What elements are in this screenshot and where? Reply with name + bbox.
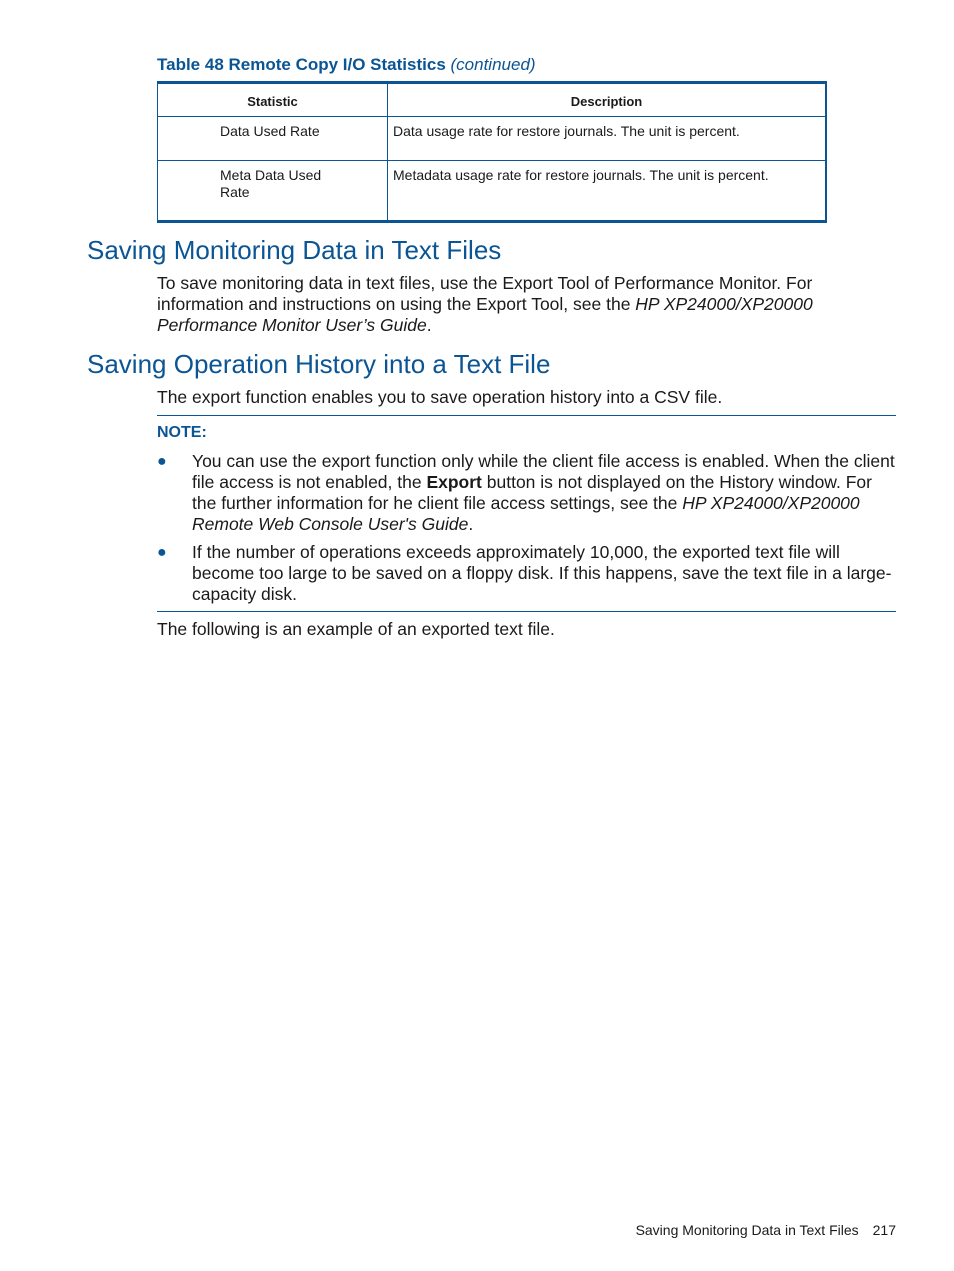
table-caption-continued: (continued) [450,55,536,74]
list-item-text [192,451,897,535]
list-item [157,542,897,605]
monitoring-text-end: . [426,315,432,335]
bullet1-text-end: . [468,514,474,534]
list-item [157,451,897,535]
footer-section-title: Saving Monitoring Data in Text Files [635,1222,859,1238]
rwc-guide-title: HP XP24000/XP20000 Remote Web Console User's Guide [192,493,860,534]
section-heading-history: Saving Operation History into a Text File [87,349,551,379]
following-paragraph: The following is an example of an exported text file. [157,619,555,639]
table-caption [157,55,536,75]
column-header-statistic: Statistic [158,84,388,116]
monitor-guide-title: HP XP24000/XP20000 Performance Monitor User’s Guide [157,294,813,335]
bullet1-text-middle: button is not displayed on the History window. For the further information for he client file access settings, see the [192,472,872,513]
table-header-row [158,84,825,117]
history-intro: The export function enables you to save operation history into a CSV file. [157,387,723,407]
statistics-table [157,81,827,223]
table-caption-label: Table 48 Remote Copy I/O Statistics [157,55,446,74]
column-header-description: Description [570,94,643,109]
statistic-cell: Data Used Rate [158,117,388,160]
note-label: NOTE: [157,424,207,441]
table-row [158,161,825,220]
page-footer [636,1222,896,1238]
bullet-icon: ● [157,453,167,470]
statistic-cell-wrapper [158,161,388,220]
statistic-cell: Meta Data Used Rate [220,167,322,200]
note-top-rule [157,415,896,416]
description-cell: Data usage rate for restore journals. The unit is percent. [393,123,740,139]
list-item-text: If the number of operations exceeds approximately 10,000, the exported text file will become too large to be saved on a floppy disk. If this happens, save the text file in a large-capacity disk. [192,542,892,604]
section-heading-monitoring: Saving Monitoring Data in Text Files [87,235,502,265]
page-number: 217 [872,1222,896,1238]
bullet-icon: ● [157,544,167,561]
monitoring-paragraph [157,273,897,336]
description-cell: Metadata usage rate for restore journals. The unit is percent. [393,167,769,183]
table-row [158,117,825,161]
note-bottom-rule [157,611,896,612]
monitoring-text: To save monitoring data in text files, use the Export Tool of Performance Monitor. For information and instructions on using the Export Tool, see the [157,273,813,314]
export-keyword: Export [426,472,482,492]
bullet1-text: You can use the export function only while the client file access is enabled. When the client file access is not enabled, the [192,451,895,492]
